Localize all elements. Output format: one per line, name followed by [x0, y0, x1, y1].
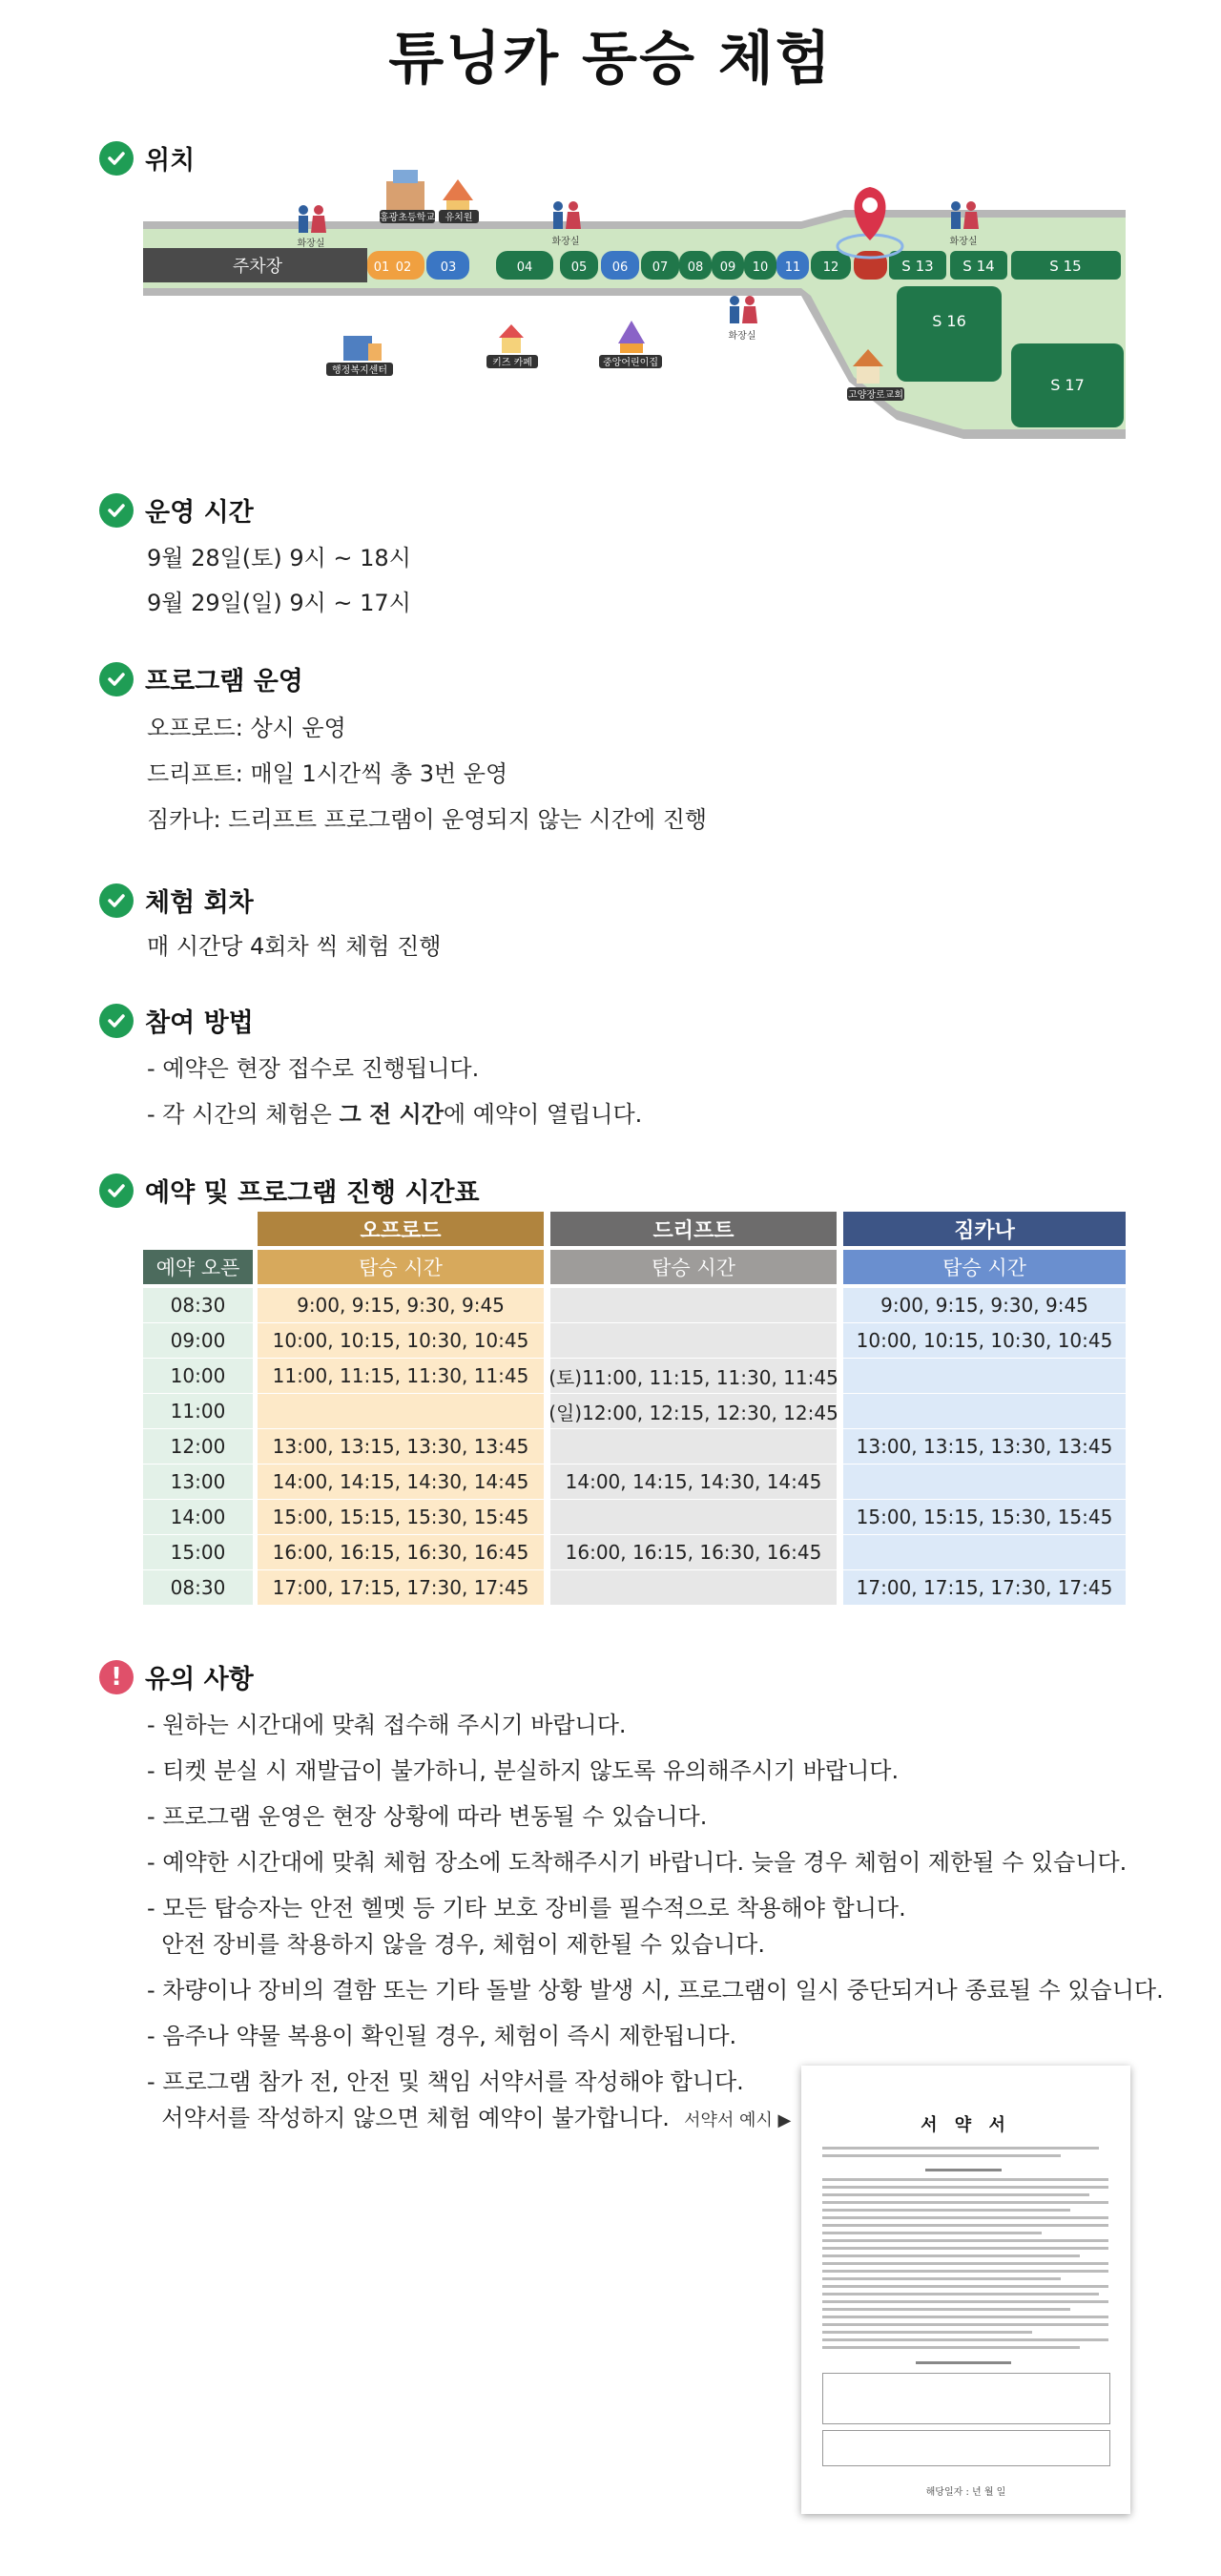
- header-gymkhana: 짐카나: [843, 1212, 1126, 1246]
- hours-line: 9월 28일(토) 9시 ~ 18시: [147, 545, 411, 571]
- note-text: 서약서를 작성하지 않으면 체험 예약이 불가합니다.: [147, 2105, 670, 2131]
- waiver-title: 서 약 서: [921, 2115, 1011, 2135]
- note-line: - 음주나 약물 복용이 확인될 경우, 체험이 즉시 제한됩니다.: [147, 2023, 737, 2049]
- note-line: [147, 2099, 791, 2132]
- drift-time-cell: [550, 1500, 837, 1535]
- gymkhana-time-cell: [843, 1535, 1126, 1570]
- drift-time-cell: 14:00, 14:15, 14:30, 14:45: [550, 1465, 837, 1500]
- open-time-cell: 12:00: [143, 1429, 253, 1465]
- howto-text: 에 예약이 열립니다.: [443, 1101, 643, 1128]
- section-title: 유의 사항: [145, 1665, 254, 1694]
- restroom-icon: [950, 201, 979, 247]
- booth-label: 05: [570, 260, 588, 275]
- booth-highlight: [854, 251, 887, 280]
- drift-time-cell: [550, 1570, 837, 1606]
- booth-label: 11: [784, 260, 801, 275]
- booth-label: 02: [395, 260, 412, 275]
- offroad-time-cell: 9:00, 9:15, 9:30, 9:45: [258, 1288, 544, 1323]
- header-offroad: 오프로드: [258, 1212, 544, 1246]
- open-time-cell: 10:00: [143, 1359, 253, 1394]
- note-line: 안전 장비를 착용하지 않을 경우, 체험이 제한될 수 있습니다.: [147, 1931, 765, 1958]
- zone-label: S 14: [962, 258, 995, 275]
- welfare-center-icon: [326, 336, 393, 376]
- playground-label: 중앙어린이집: [603, 358, 658, 368]
- check-circle-icon: [99, 1174, 134, 1208]
- gymkhana-time-cell: [843, 1359, 1126, 1394]
- restroom-icon: [729, 296, 757, 342]
- restroom-label: 화장실: [297, 239, 325, 249]
- section-title: 운영 시간: [145, 498, 254, 528]
- open-time-cell: 08:30: [143, 1288, 253, 1323]
- open-time-cell: 13:00: [143, 1465, 253, 1500]
- note-line: - 프로그램 참가 전, 안전 및 책임 서약서를 작성해야 합니다.: [147, 2068, 744, 2095]
- section-title: 참여 방법: [145, 1008, 254, 1038]
- check-circle-icon: [99, 141, 134, 176]
- waiver-sign-line: 해당일자 : 년 월 일: [925, 2487, 1006, 2498]
- offroad-time-cell: [258, 1394, 544, 1429]
- drift-time-cell: (토)11:00, 11:15, 11:30, 11:45: [550, 1359, 837, 1394]
- booth-label: 10: [752, 260, 769, 275]
- offroad-time-cell: 11:00, 11:15, 11:30, 11:45: [258, 1359, 544, 1394]
- drift-time-cell: [550, 1323, 837, 1359]
- howto-text: - 각 시간의 체험은: [147, 1101, 340, 1128]
- welfare-label: 행정복지센터: [332, 365, 387, 376]
- header-drift: 드리프트: [550, 1212, 837, 1246]
- kids-cafe-label: 키즈 카페: [492, 358, 532, 368]
- offroad-time-cell: 13:00, 13:15, 13:30, 13:45: [258, 1429, 544, 1465]
- booth-label: 07: [652, 260, 669, 275]
- gymkhana-time-cell: [843, 1465, 1126, 1500]
- gymkhana-time-cell: 13:00, 13:15, 13:30, 13:45: [843, 1429, 1126, 1465]
- gymkhana-time-cell: 17:00, 17:15, 17:30, 17:45: [843, 1570, 1126, 1606]
- section-notes: [99, 1658, 254, 1695]
- kindergarten-icon: [439, 179, 479, 223]
- gymkhana-time-cell: 10:00, 10:15, 10:30, 10:45: [843, 1323, 1126, 1359]
- booth-label: 06: [611, 260, 629, 275]
- school-icon: [380, 170, 435, 223]
- gymkhana-time-cell: [843, 1394, 1126, 1429]
- restroom-icon: [298, 205, 326, 249]
- gymkhana-time-cell: 9:00, 9:15, 9:30, 9:45: [843, 1288, 1126, 1323]
- offroad-time-cell: 14:00, 14:15, 14:30, 14:45: [258, 1465, 544, 1500]
- open-time-cell: 09:00: [143, 1323, 253, 1359]
- drift-time-cell: [550, 1288, 837, 1323]
- booth-label: 01: [373, 260, 390, 275]
- note-line: - 원하는 시간대에 맞춰 접수해 주시기 바랍니다.: [147, 1712, 627, 1738]
- section-schedule: [99, 1172, 480, 1209]
- header-open: 예약 오픈: [143, 1250, 253, 1284]
- section-title: 프로그램 운영: [145, 667, 303, 696]
- note-line: - 프로그램 운영은 현장 상황에 따라 변동될 수 있습니다.: [147, 1803, 708, 1830]
- school-label: 홍광초등학교: [380, 213, 435, 223]
- subheader-drift: 탑승 시간: [550, 1250, 837, 1284]
- section-rounds: [99, 882, 254, 919]
- restroom-icon: [552, 201, 581, 247]
- hours-line: 9월 29일(일) 9시 ~ 17시: [147, 590, 411, 616]
- section-title: 체험 회차: [145, 888, 254, 918]
- rounds-line: 매 시간당 4회차 씩 체험 진행: [147, 933, 442, 960]
- restroom-label: 화장실: [949, 237, 978, 247]
- howto-line: - 예약은 현장 접수로 진행됩니다.: [147, 1055, 480, 1082]
- zone-label: S 15: [1049, 258, 1082, 275]
- check-circle-icon: [99, 883, 134, 918]
- drift-time-cell: (일)12:00, 12:15, 12:30, 12:45: [550, 1394, 837, 1429]
- note-line: - 예약한 시간대에 맞춰 체험 장소에 도착해주시기 바랍니다. 늦을 경우 체험이 제한될 수 있습니다.: [147, 1849, 1128, 1876]
- program-line: 짐카나: 드리프트 프로그램이 운영되지 않는 시간에 진행: [147, 806, 708, 833]
- kindergarten-label: 유치원: [445, 213, 473, 223]
- zone-label: S 17: [1050, 376, 1085, 394]
- playground-icon: [599, 321, 662, 368]
- open-time-cell: 11:00: [143, 1394, 253, 1429]
- church-label: 고양장로교회: [848, 390, 903, 401]
- booth-label: 09: [719, 260, 736, 275]
- section-program: [99, 660, 303, 697]
- waiver-example-link[interactable]: 서약서 예시 ▶: [684, 2110, 792, 2130]
- booth-label: 08: [687, 260, 704, 275]
- zone-label: S 16: [932, 312, 966, 330]
- note-line: - 모든 탑승자는 안전 헬멧 등 기타 보호 장비를 필수적으로 착용해야 합니다.: [147, 1895, 906, 1922]
- open-time-cell: 08:30: [143, 1570, 253, 1606]
- section-howto: [99, 1002, 254, 1039]
- open-time-cell: 14:00: [143, 1500, 253, 1535]
- booth-label: 03: [440, 260, 457, 275]
- section-title: 위치: [145, 146, 196, 176]
- offroad-time-cell: 16:00, 16:15, 16:30, 16:45: [258, 1535, 544, 1570]
- offroad-time-cell: 10:00, 10:15, 10:30, 10:45: [258, 1323, 544, 1359]
- howto-emphasis: 그 전 시간: [339, 1101, 444, 1128]
- offroad-time-cell: 15:00, 15:15, 15:30, 15:45: [258, 1500, 544, 1535]
- zone-label: S 13: [901, 258, 934, 275]
- venue-map: [143, 153, 1126, 448]
- drift-time-cell: [550, 1429, 837, 1465]
- check-circle-icon: [99, 493, 134, 528]
- kids-cafe-icon: [486, 324, 538, 368]
- subheader-gymkhana: 탑승 시간: [843, 1250, 1126, 1284]
- subheader-offroad: 탑승 시간: [258, 1250, 544, 1284]
- restroom-label: 화장실: [728, 331, 756, 342]
- check-circle-icon: [99, 662, 134, 696]
- check-circle-icon: [99, 1004, 134, 1038]
- howto-line: [147, 1095, 642, 1129]
- page-title: 튜닝카 동승 체험: [388, 26, 833, 93]
- exclamation-circle-icon: !: [99, 1660, 134, 1694]
- drift-time-cell: 16:00, 16:15, 16:30, 16:45: [550, 1535, 837, 1570]
- program-line: 드리프트: 매일 1시간씩 총 3번 운영: [147, 760, 508, 787]
- note-line: - 차량이나 장비의 결함 또는 기타 돌발 상황 발생 시, 프로그램이 일시 중단되거나 종료될 수 있습니다.: [147, 1977, 1164, 2004]
- parking-label: 주차장: [232, 257, 283, 277]
- restroom-label: 화장실: [551, 237, 580, 247]
- booth-label: 04: [516, 260, 533, 275]
- section-title: 예약 및 프로그램 진행 시간표: [145, 1178, 480, 1208]
- gymkhana-time-cell: 15:00, 15:15, 15:30, 15:45: [843, 1500, 1126, 1535]
- open-time-cell: 15:00: [143, 1535, 253, 1570]
- booth-label: 12: [822, 260, 839, 275]
- program-line: 오프로드: 상시 운영: [147, 715, 346, 741]
- waiver-document-image: [801, 2066, 1130, 2514]
- offroad-time-cell: 17:00, 17:15, 17:30, 17:45: [258, 1570, 544, 1606]
- zone: [897, 286, 1002, 382]
- section-hours: [99, 491, 254, 529]
- note-line: - 티켓 분실 시 재발급이 불가하니, 분실하지 않도록 유의해주시기 바랍니다.: [147, 1757, 900, 1784]
